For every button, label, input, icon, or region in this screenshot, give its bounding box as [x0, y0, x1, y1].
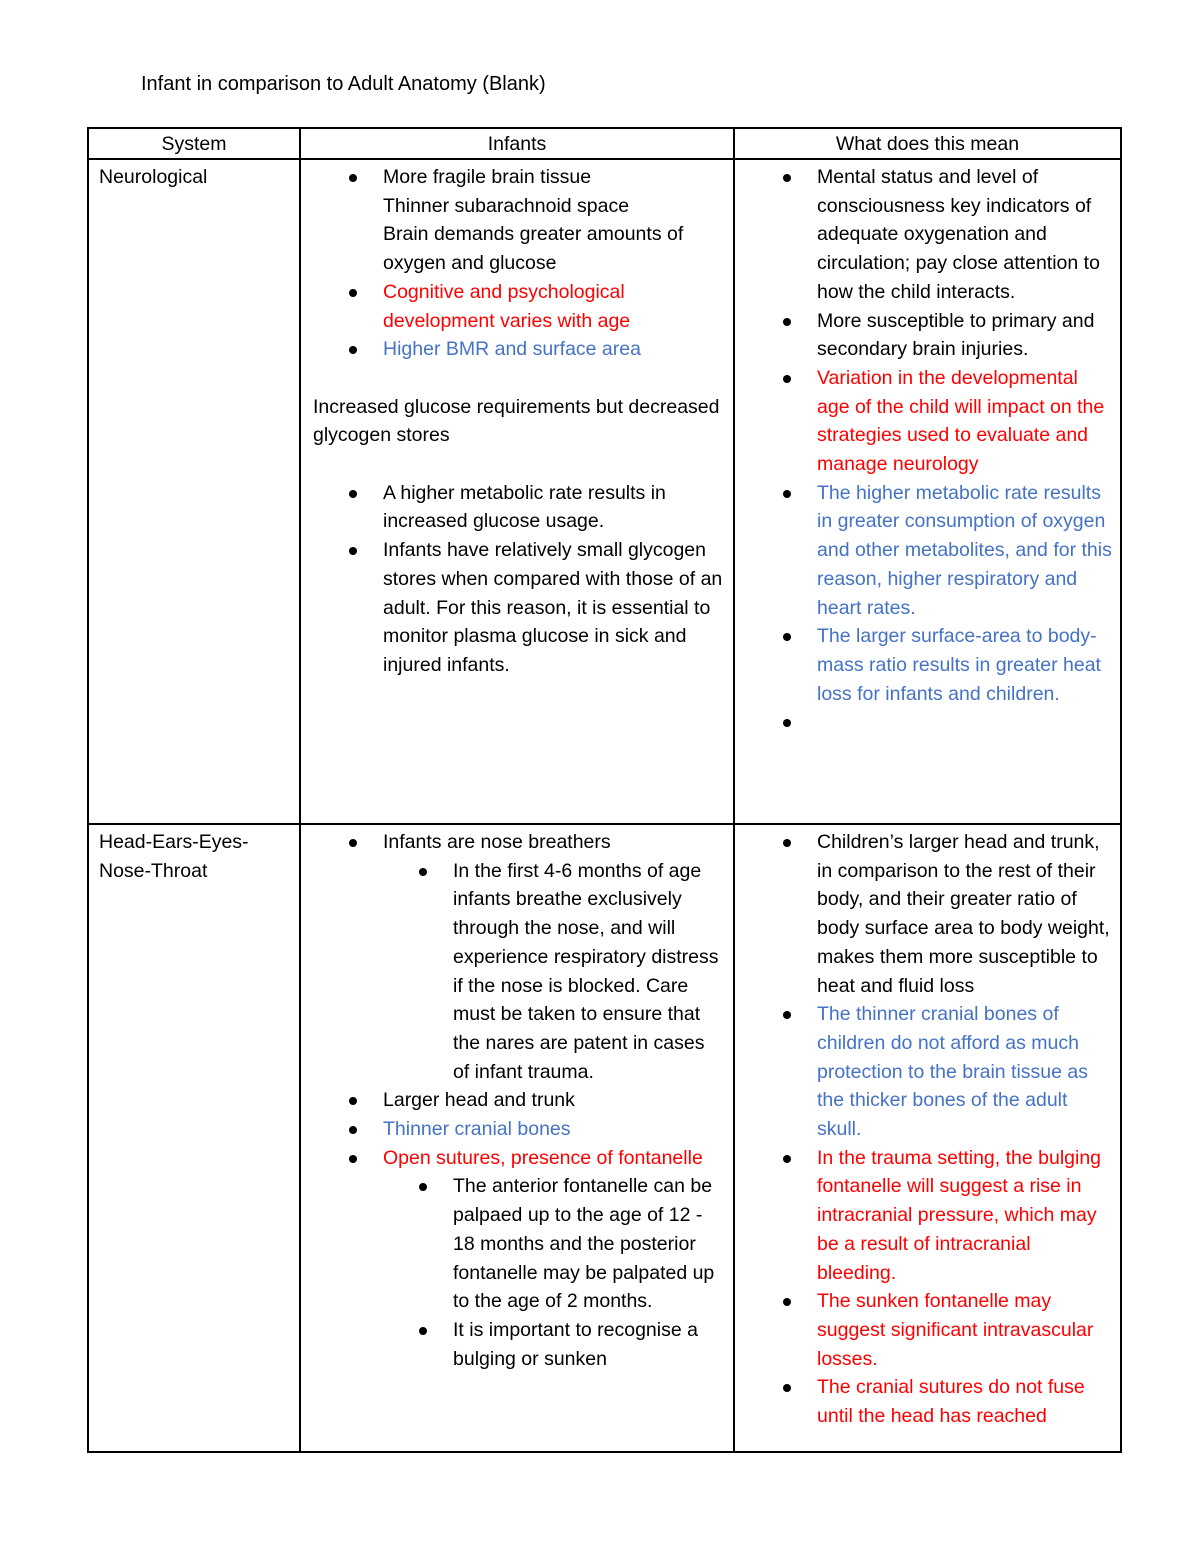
meaning-cell: [734, 824, 1121, 1452]
header-system: System: [88, 128, 300, 159]
sub-bullet-list: [383, 857, 725, 1087]
bullet-icon: [783, 318, 791, 326]
infants-cell: [300, 159, 734, 824]
system-cell: [88, 159, 300, 824]
list-item: The higher metabolic rate results in greater consumption of oxygen and other metabolites, and for this reason, higher respiratory and heart rates.: [747, 479, 1112, 623]
system-label: Head-Ears-Eyes-Nose-Throat: [99, 831, 249, 882]
table-header-row: [88, 128, 1121, 159]
list-item: Higher BMR and surface area: [313, 335, 725, 364]
bullet-icon: [419, 868, 427, 876]
bullet-icon: [349, 289, 357, 297]
bullet-icon: [349, 346, 357, 354]
list-item: The cranial sutures do not fuse until the head has reached: [747, 1373, 1112, 1430]
anatomy-comparison-table: [87, 127, 1122, 1453]
bullet-icon: [783, 490, 791, 498]
sub-bullet-list: [383, 1172, 725, 1373]
sub-list-item: It is important to recognise a bulging or sunken: [383, 1316, 725, 1373]
table-row: [88, 159, 1121, 824]
bullet-icon: [783, 375, 791, 383]
header-meaning: What does this mean: [734, 128, 1121, 159]
list-item: Larger head and trunk: [313, 1086, 725, 1115]
list-item: Cognitive and psychological development varies with age: [313, 278, 725, 335]
paragraph: Increased glucose requirements but decreased glycogen stores: [313, 395, 720, 447]
bullet-icon: [419, 1183, 427, 1191]
bullet-icon: [783, 839, 791, 847]
bullet-icon: [349, 839, 357, 847]
bullet-list: [313, 163, 725, 364]
bullet-list: [313, 828, 725, 1373]
system-label: Neurological: [99, 166, 208, 188]
list-item: The larger surface-area to body-mass ratio results in greater heat loss for infants and children.: [747, 622, 1112, 708]
bullet-icon: [783, 174, 791, 182]
bullet-icon: [783, 1155, 791, 1163]
bullet-icon: [349, 490, 357, 498]
list-item: The thinner cranial bones of children do not afford as much protection to the brain tissue as the thicker bones of the adult skull.: [747, 1000, 1112, 1144]
bullet-icon: [349, 174, 357, 182]
bullet-icon: [783, 1384, 791, 1392]
header-infants: Infants: [300, 128, 734, 159]
list-item: A higher metabolic rate results in increased glucose usage.: [313, 479, 725, 536]
bullet-list: [747, 828, 1112, 1431]
sub-list-item: In the first 4-6 months of age infants breathe exclusively through the nose, and will experience respiratory distress if the nose is blocked. Care must be taken to ensure that the nares are patent in cases of infant trauma.: [383, 857, 725, 1087]
list-item-empty: [747, 708, 1112, 737]
list-item: Thinner cranial bones: [313, 1115, 725, 1144]
list-item: Infants have relatively small glycogen stores when compared with those of an adult. For this reason, it is essential to monitor plasma glucose in sick and injured infants.: [313, 536, 725, 680]
infants-cell: [300, 824, 734, 1452]
meaning-cell: [734, 159, 1121, 824]
system-cell: [88, 824, 300, 1452]
list-item: More fragile brain tissue Thinner subarachnoid space Brain demands greater amounts of oxygen and glucose: [313, 163, 725, 278]
bullet-list: [313, 479, 725, 680]
list-item: The sunken fontanelle may suggest significant intravascular losses.: [747, 1287, 1112, 1373]
document-title: Infant in comparison to Adult Anatomy (Blank): [141, 73, 546, 95]
list-item: Infants are nose breathers In the first 4-6 months of age infants breathe exclusively through the nose, and will experience respiratory distress if the nose is blocked. Care must be taken to ensure that the nares are patent in cases of infant trauma.: [313, 828, 725, 1086]
list-item: Open sutures, presence of fontanelle The anterior fontanelle can be palpaed up to the age of 12 - 18 months and the posterior fontanelle may be palpated up to the age of 2 months. It is important to recognise a bulging or sunken: [313, 1144, 725, 1374]
list-item: Variation in the developmental age of the child will impact on the strategies used to evaluate and manage neurology: [747, 364, 1112, 479]
list-item: In the trauma setting, the bulging fontanelle will suggest a rise in intracranial pressure, which may be a result of intracranial bleeding.: [747, 1144, 1112, 1288]
table-row: [88, 824, 1121, 1452]
bullet-icon: [783, 633, 791, 641]
sub-list-item: The anterior fontanelle can be palpaed up to the age of 12 - 18 months and the posterior fontanelle may be palpated up to the age of 2 months.: [383, 1172, 725, 1316]
list-item: More susceptible to primary and secondary brain injuries.: [747, 307, 1112, 364]
bullet-icon: [419, 1327, 427, 1335]
bullet-icon: [783, 719, 791, 727]
bullet-icon: [349, 1126, 357, 1134]
bullet-icon: [349, 1155, 357, 1163]
list-item: Children’s larger head and trunk, in comparison to the rest of their body, and their greater ratio of body surface area to body weight, makes them more susceptible to heat and fluid loss: [747, 828, 1112, 1000]
bullet-icon: [349, 547, 357, 555]
bullet-icon: [783, 1298, 791, 1306]
bullet-icon: [783, 1011, 791, 1019]
bullet-list: [747, 163, 1112, 737]
list-item: Mental status and level of consciousness key indicators of adequate oxygenation and circulation; pay close attention to how the child interacts.: [747, 163, 1112, 307]
bullet-icon: [349, 1097, 357, 1105]
